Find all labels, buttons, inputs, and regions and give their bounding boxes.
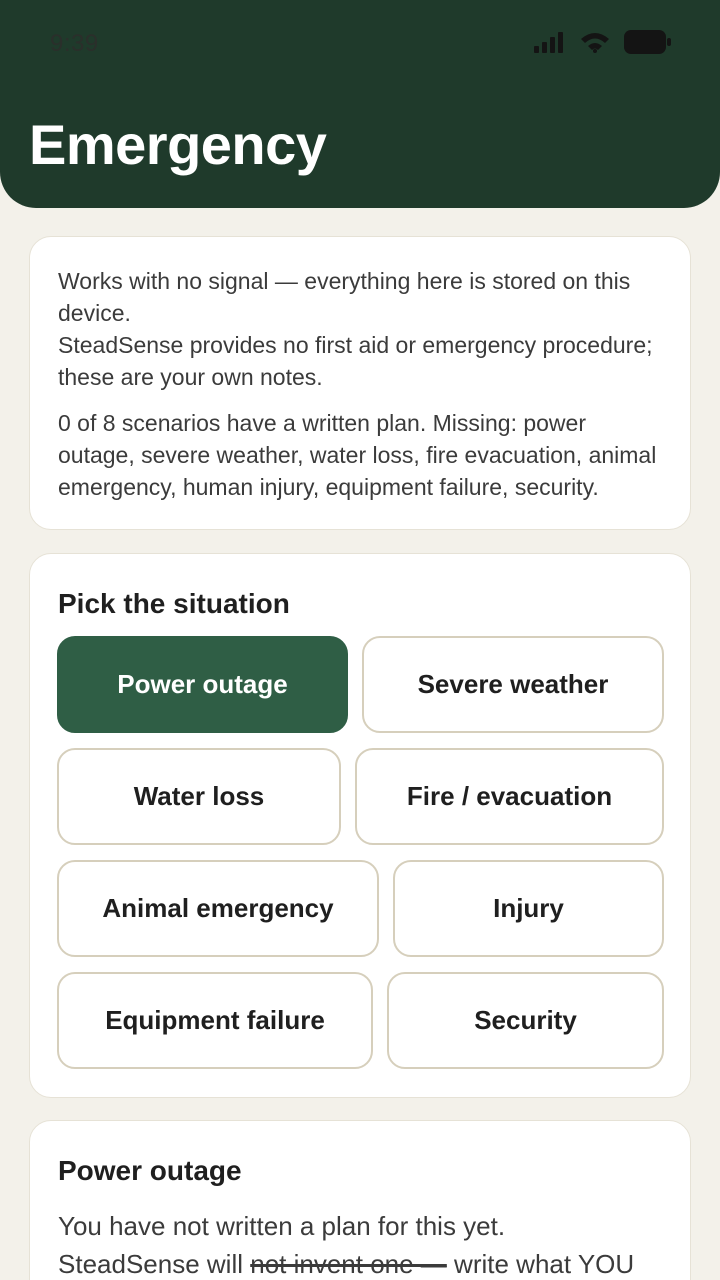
- chip-injury[interactable]: Injury: [393, 860, 664, 957]
- situation-title: Pick the situation: [58, 588, 290, 619]
- chip-power-outage[interactable]: Power outage: [57, 636, 348, 733]
- offline-notice: [58, 265, 662, 393]
- plan-line2-start: SteadSense will: [58, 1249, 243, 1279]
- wifi-icon: [580, 31, 610, 53]
- plan-line1: You have not written a plan for this yet.: [58, 1211, 506, 1241]
- chip-equipment-failure[interactable]: Equipment failure: [57, 972, 373, 1069]
- plan-empty-text: [58, 1207, 678, 1280]
- plan-line2-struck: not invent one —: [250, 1249, 447, 1279]
- chip-security[interactable]: Security: [387, 972, 664, 1069]
- plan-title: Power outage: [58, 1155, 242, 1186]
- status-icons: [534, 30, 672, 54]
- chip-fire-evacuation[interactable]: Fire / evacuation: [355, 748, 664, 845]
- battery-icon: [624, 30, 672, 54]
- signal-icon: [534, 31, 566, 53]
- app-header: [0, 0, 720, 208]
- page-title: Emergency: [29, 113, 327, 176]
- chip-water-loss[interactable]: Water loss: [57, 748, 341, 845]
- plan-card: [29, 1120, 691, 1280]
- situation-picker-card: [29, 553, 691, 1098]
- status-time: 9:39: [50, 30, 99, 57]
- offline-notice-line2: SteadSense provides no first aid or emergency procedure; these are your own notes.: [58, 332, 653, 390]
- chip-animal-emergency[interactable]: Animal emergency: [57, 860, 379, 957]
- offline-info-card: [29, 236, 691, 530]
- chip-severe-weather[interactable]: Severe weather: [362, 636, 664, 733]
- plan-line2-end: write what YOU: [454, 1249, 635, 1279]
- plan-summary: 0 of 8 scenarios have a written plan. Missing: power outage, severe weather, water loss, fire evacuation, animal emergency, human injury, equipment failure, security.: [58, 410, 657, 500]
- offline-notice-line1: Works with no signal — everything here is stored on this device.: [58, 268, 631, 326]
